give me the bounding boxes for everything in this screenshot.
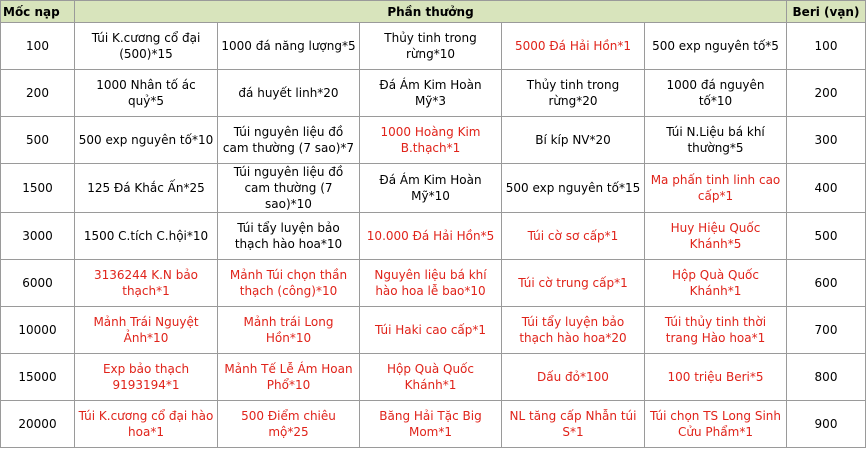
- header-moc-nap: Mốc nạp: [1, 1, 75, 23]
- reward-cell: Túi cờ sơ cấp*1: [502, 213, 645, 260]
- beri-cell: 100: [787, 23, 866, 70]
- table-row: [1, 354, 866, 401]
- reward-cell: Túi tẩy luyện bảo thạch hào hoa*20: [502, 307, 645, 354]
- header-row: [1, 1, 866, 23]
- reward-cell: 500 exp nguyên tố*10: [75, 117, 218, 164]
- reward-cell: Thủy tinh trong rừng*10: [360, 23, 502, 70]
- reward-cell: Đá Ám Kim Hoàn Mỹ*10: [360, 164, 502, 213]
- table-row: [1, 213, 866, 260]
- reward-cell: 10.000 Đá Hải Hồn*5: [360, 213, 502, 260]
- reward-cell: Đá Ám Kim Hoàn Mỹ*3: [360, 70, 502, 117]
- moc-nap-cell: 10000: [1, 307, 75, 354]
- reward-cell: Túi thủy tinh thời trang Hào hoa*1: [645, 307, 787, 354]
- reward-cell: 5000 Đá Hải Hồn*1: [502, 23, 645, 70]
- reward-cell: 1000 Nhân tố ác quỷ*5: [75, 70, 218, 117]
- reward-cell: Thủy tinh trong rừng*20: [502, 70, 645, 117]
- beri-cell: 300: [787, 117, 866, 164]
- reward-cell: 500 exp nguyên tố*5: [645, 23, 787, 70]
- reward-cell: Túi Haki cao cấp*1: [360, 307, 502, 354]
- reward-cell: 1000 đá nguyên tố*10: [645, 70, 787, 117]
- moc-nap-cell: 15000: [1, 354, 75, 401]
- reward-cell: Băng Hải Tặc Big Mom*1: [360, 401, 502, 448]
- header-beri: Beri (vạn): [787, 1, 866, 23]
- moc-nap-cell: 6000: [1, 260, 75, 307]
- reward-cell: Túi K.cương cổ đại (500)*15: [75, 23, 218, 70]
- reward-cell: Exp bảo thạch 9193194*1: [75, 354, 218, 401]
- reward-cell: 1000 đá năng lượng*5: [218, 23, 360, 70]
- header-phan-thuong: Phần thưởng: [75, 1, 787, 23]
- reward-cell: 125 Đá Khắc Ấn*25: [75, 164, 218, 213]
- reward-cell: 100 triệu Beri*5: [645, 354, 787, 401]
- beri-cell: 900: [787, 401, 866, 448]
- reward-cell: Túi nguyên liệu đồ cam thường (7 sao)*10: [218, 164, 360, 213]
- beri-cell: 400: [787, 164, 866, 213]
- reward-cell: Mảnh Túi chọn thần thạch (công)*10: [218, 260, 360, 307]
- moc-nap-cell: 200: [1, 70, 75, 117]
- beri-cell: 800: [787, 354, 866, 401]
- reward-cell: 1000 Hoàng Kim B.thạch*1: [360, 117, 502, 164]
- table-row: [1, 401, 866, 448]
- reward-cell: Dấu đỏ*100: [502, 354, 645, 401]
- reward-cell: Túi N.Liệu bá khí thường*5: [645, 117, 787, 164]
- moc-nap-cell: 100: [1, 23, 75, 70]
- table-row: [1, 260, 866, 307]
- beri-cell: 500: [787, 213, 866, 260]
- table-body: [1, 23, 866, 448]
- reward-cell: Bí kíp NV*20: [502, 117, 645, 164]
- reward-cell: Hộp Quà Quốc Khánh*1: [360, 354, 502, 401]
- table-row: [1, 164, 866, 213]
- reward-cell: Túi tẩy luyện bảo thạch hào hoa*10: [218, 213, 360, 260]
- reward-cell: Mảnh trái Long Hồn*10: [218, 307, 360, 354]
- moc-nap-cell: 20000: [1, 401, 75, 448]
- reward-cell: 500 Điểm chiêu mộ*25: [218, 401, 360, 448]
- beri-cell: 200: [787, 70, 866, 117]
- reward-cell: 500 exp nguyên tố*15: [502, 164, 645, 213]
- reward-cell: Ma phấn tinh linh cao cấp*1: [645, 164, 787, 213]
- reward-cell: Túi chọn TS Long Sinh Cửu Phẩm*1: [645, 401, 787, 448]
- reward-cell: Mảnh Tế Lễ Ám Hoan Phổ*10: [218, 354, 360, 401]
- reward-cell: Nguyên liệu bá khí hào hoa lễ bao*10: [360, 260, 502, 307]
- beri-cell: 600: [787, 260, 866, 307]
- reward-cell: 1500 C.tích C.hội*10: [75, 213, 218, 260]
- reward-cell: Túi nguyên liệu đồ cam thường (7 sao)*7: [218, 117, 360, 164]
- table-row: [1, 307, 866, 354]
- reward-cell: đá huyết linh*20: [218, 70, 360, 117]
- moc-nap-cell: 3000: [1, 213, 75, 260]
- reward-cell: 3136244 K.N bảo thạch*1: [75, 260, 218, 307]
- reward-cell: Hộp Quà Quốc Khánh*1: [645, 260, 787, 307]
- moc-nap-cell: 500: [1, 117, 75, 164]
- table-row: [1, 23, 866, 70]
- beri-cell: 700: [787, 307, 866, 354]
- moc-nap-cell: 1500: [1, 164, 75, 213]
- table-row: [1, 117, 866, 164]
- table-row: [1, 70, 866, 117]
- reward-cell: Huy Hiệu Quốc Khánh*5: [645, 213, 787, 260]
- reward-cell: NL tăng cấp Nhẫn túi S*1: [502, 401, 645, 448]
- reward-cell: Túi K.cương cổ đại hào hoa*1: [75, 401, 218, 448]
- reward-cell: Túi cờ trung cấp*1: [502, 260, 645, 307]
- reward-cell: Mảnh Trái Nguyệt Ảnh*10: [75, 307, 218, 354]
